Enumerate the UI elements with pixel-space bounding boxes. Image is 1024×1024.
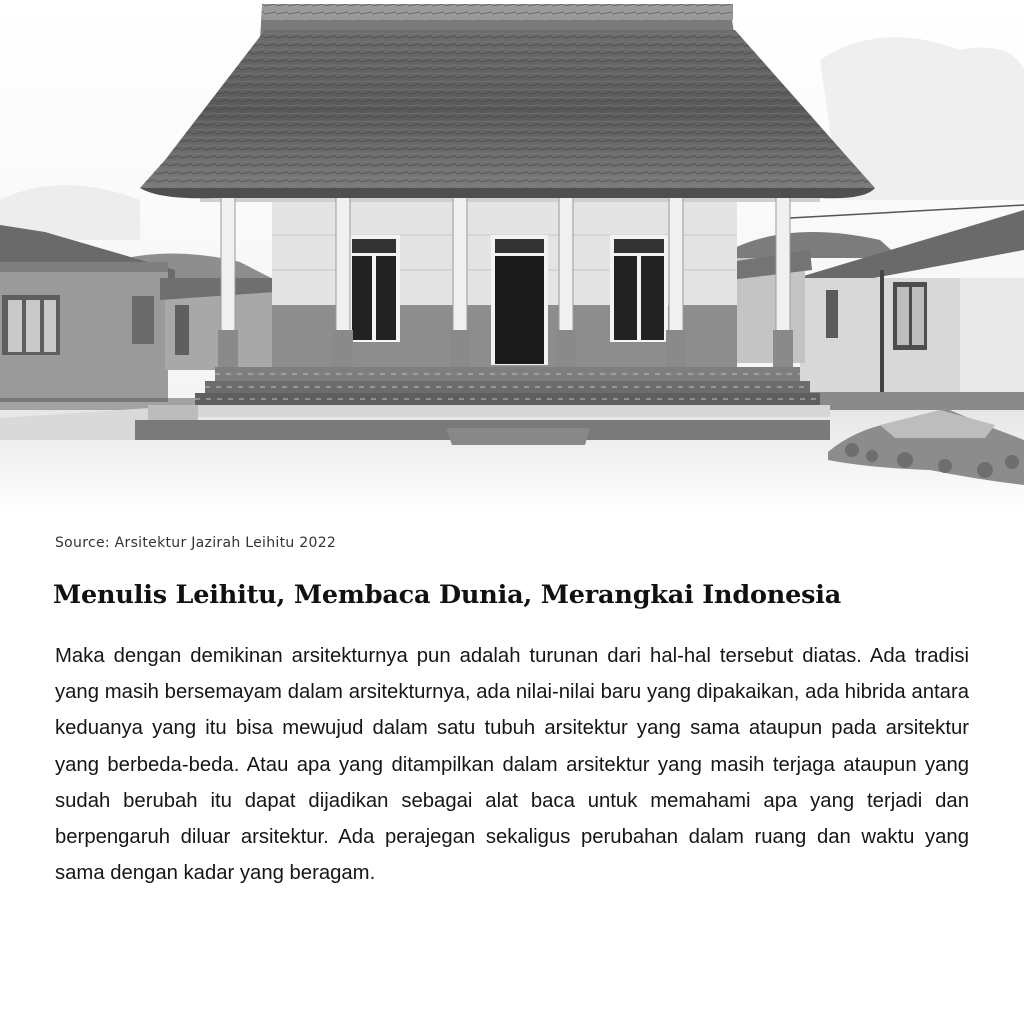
- article-title: Menulis Leihitu, Membaca Dunia, Merangkai Indonesia: [53, 580, 842, 610]
- photo-source-caption: Source: Arsitektur Jazirah Leihitu 2022: [55, 535, 337, 551]
- article-body: Maka dengan demikinan arsitekturnya pun adalah turunan dari hal-hal tersebut diatas. Ada tradisi yang masih bersemayam dalam arsitekturnya, ada nilai-nilai baru yang dipakaikan, ada hibrida antara keduanya yang itu bisa mewujud dalam satu tubuh arsitektur yang sama ataupun pada arsitektur yang berbeda-beda. Atau apa yang ditampilkan dalam arsitektur yang masih terjaga ataupun yang sudah berubah itu dapat dijadikan sebagai alat baca untuk memahami apa yang terjadi dan berpengaruh diluar arsitektur. Ada perajegan sekaligus perubahan dalam ruang dan waktu yang sama dengan kadar yang beragam.: [55, 645, 969, 885]
- house-photo: [0, 0, 1024, 510]
